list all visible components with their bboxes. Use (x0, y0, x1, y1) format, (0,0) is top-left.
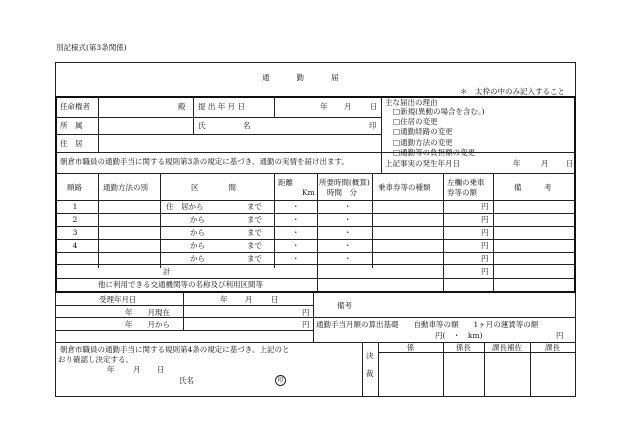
row-number: 4 (72, 241, 78, 250)
approval-role: 課長 (545, 343, 560, 352)
submission-year[interactable]: 年 (320, 102, 328, 111)
divider (56, 200, 575, 201)
approval-stamp-box-chief[interactable] (444, 358, 483, 395)
header-distance: 距離 (278, 178, 293, 187)
header-ticket: 乗車券等の種類 (378, 183, 431, 192)
distance-dot[interactable]: ・ (292, 202, 300, 211)
section-to[interactable]: まで (247, 254, 262, 263)
section-to[interactable]: まで (247, 202, 262, 211)
approval-role: 係長 (456, 343, 471, 352)
header-time: 所要時間(概算) (319, 178, 370, 187)
approval-stamp-box-deputy[interactable] (485, 358, 529, 395)
section-from[interactable]: から (190, 215, 205, 224)
fare-amount-yen[interactable]: 円 (556, 331, 564, 340)
divider (56, 305, 313, 306)
section-to[interactable]: まで (247, 215, 262, 224)
divider (362, 342, 363, 396)
car-amount[interactable]: 円( ・ km) (435, 331, 483, 340)
header-method: 通勤方法の別 (103, 183, 148, 192)
affiliation-label: 所 属 (60, 121, 83, 130)
approval-role: 課長補佐 (492, 343, 522, 352)
occurrence-date-label: 上記事実の発生年月日 (385, 159, 460, 168)
row-number: 1 (72, 202, 78, 211)
reason-option[interactable]: □通勤方法の変更 (393, 138, 453, 147)
divider (56, 278, 575, 279)
approval-stamp-box-staff[interactable] (379, 358, 442, 395)
total-yen[interactable]: 円 (481, 267, 489, 276)
header-fare: 左欄の乗車 (447, 178, 485, 187)
divider (372, 174, 373, 268)
reason-option[interactable]: □新規(異動の場合を含む。) (393, 107, 485, 116)
row-number: 2 (72, 215, 78, 224)
divider (56, 173, 575, 174)
thick-frame-top (55, 96, 576, 98)
thick-frame-bottom (55, 291, 576, 293)
section-from[interactable]: 住 居から (166, 202, 204, 211)
divider (317, 174, 318, 291)
divider (56, 252, 575, 253)
section-from[interactable]: から (190, 228, 205, 237)
occurrence-year[interactable]: 年 (513, 159, 521, 168)
divider (443, 174, 444, 291)
received-month[interactable]: 月 (245, 295, 253, 304)
confirmation-text: 朝倉市職員の通勤手当に関する規則第4条の規定に基づき、上記のと (60, 345, 290, 354)
other-transport-label: 他に利用できる交通機関等の名称及び利用区間等 (98, 280, 263, 289)
fare-yen[interactable]: 円 (481, 202, 489, 211)
divider (56, 134, 381, 135)
divider (56, 330, 313, 331)
confirm-day[interactable]: 日 (157, 365, 165, 374)
header-route: 順路 (67, 183, 82, 192)
as-of-yen[interactable]: 円 (302, 308, 310, 317)
section-from[interactable]: から (190, 241, 205, 250)
appointer-label: 任命権者 (60, 102, 90, 111)
distance-dot[interactable]: ・ (292, 228, 300, 237)
divider (98, 174, 99, 268)
declaration-text: 朝倉市職員の通勤手当に関する規則第3条の規定に基づき、通勤の実情を届け出ます。 (60, 157, 349, 166)
form-title: 通 勤 届 (262, 73, 343, 82)
as-of-label: 年 月現在 (125, 308, 170, 317)
address-label: 住 居 (60, 139, 83, 148)
divider (381, 97, 382, 173)
remarks-label: 備考 (337, 301, 352, 310)
fare-yen[interactable]: 円 (481, 215, 489, 224)
occurrence-month[interactable]: 月 (541, 159, 549, 168)
section-from[interactable]: から (190, 254, 205, 263)
total-label: 計 (163, 267, 171, 276)
time-dot[interactable]: ・ (344, 241, 352, 250)
effective-from-yen[interactable]: 円 (302, 320, 310, 329)
appointer-suffix: 殿 (178, 102, 186, 111)
divider (56, 264, 575, 265)
thick-frame-right (574, 96, 576, 292)
reason-option[interactable]: □通勤経路の変更 (393, 127, 453, 136)
header-time-unit: 時間 分 (327, 188, 357, 197)
name-label: 氏 名 (198, 121, 251, 130)
fare-yen[interactable]: 円 (481, 228, 489, 237)
divider (56, 239, 575, 240)
divider (56, 117, 381, 118)
received-year[interactable]: 年 (220, 295, 228, 304)
time-dot[interactable]: ・ (344, 215, 352, 224)
seal-stamp-icon: 印 (275, 375, 286, 386)
divider (160, 174, 161, 268)
submission-date-label: 提 出 年 月 日 (198, 102, 246, 111)
header-section: 区 間 (191, 183, 236, 192)
fare-yen[interactable]: 円 (481, 254, 489, 263)
form-reference: 別記様式(第3条関係) (56, 43, 127, 52)
approval-label-2: 裁 (366, 369, 374, 378)
header-distance-unit: Km (302, 188, 315, 197)
confirm-year[interactable]: 年 (107, 365, 115, 374)
distance-dot[interactable]: ・ (292, 215, 300, 224)
approval-role: 係 (406, 343, 415, 352)
thick-frame-left (55, 96, 57, 292)
divider (56, 152, 575, 153)
divider (493, 174, 494, 291)
time-dot[interactable]: ・ (344, 254, 352, 263)
effective-from-label: 年 月から (125, 320, 170, 329)
reason-option[interactable]: □住居の変更 (393, 117, 438, 126)
header-remarks: 備 考 (514, 183, 552, 192)
reason-option[interactable]: □通勤等の負担額の変更 (393, 148, 476, 157)
divider (56, 226, 575, 227)
divider (183, 293, 184, 331)
divider (98, 97, 99, 152)
outer-border-bottom (55, 396, 576, 397)
confirm-month[interactable]: 月 (133, 365, 141, 374)
received-day[interactable]: 日 (271, 295, 279, 304)
calculation-basis-label: 通勤手当月額の算出基礎 自動車等の額 1ヶ月の運賃等の額 (316, 320, 539, 329)
submission-month[interactable]: 月 (344, 102, 352, 111)
time-dot[interactable]: ・ (344, 202, 352, 211)
divider (193, 97, 194, 135)
received-date-label: 受理年月日 (99, 295, 137, 304)
section-to[interactable]: まで (247, 241, 262, 250)
time-dot[interactable]: ・ (344, 228, 352, 237)
seal-mark: 印 (369, 121, 377, 130)
divider (274, 97, 275, 117)
confirm-name-label: 氏名 (179, 376, 194, 385)
fare-yen[interactable]: 円 (481, 241, 489, 250)
divider (56, 317, 575, 318)
divider (378, 352, 575, 353)
approval-label: 決 (366, 351, 374, 360)
divider (274, 174, 275, 268)
outer-border-top (55, 62, 576, 63)
section-to[interactable]: まで (247, 228, 262, 237)
reasons-title: 主な届出の理由 (385, 98, 438, 107)
submission-day[interactable]: 日 (370, 102, 378, 111)
approval-stamp-box-director[interactable] (531, 358, 575, 395)
distance-dot[interactable]: ・ (292, 241, 300, 250)
row-number: 3 (72, 228, 78, 237)
distance-dot[interactable]: ・ (292, 254, 300, 263)
instruction-note: ＊ 太枠の中のみ記入すること (460, 87, 565, 96)
occurrence-day[interactable]: 日 (566, 159, 574, 168)
header-fare-2: 券等の額 (447, 188, 477, 197)
confirmation-text-2: おり確認し決定する。 (58, 355, 133, 364)
divider (56, 213, 575, 214)
